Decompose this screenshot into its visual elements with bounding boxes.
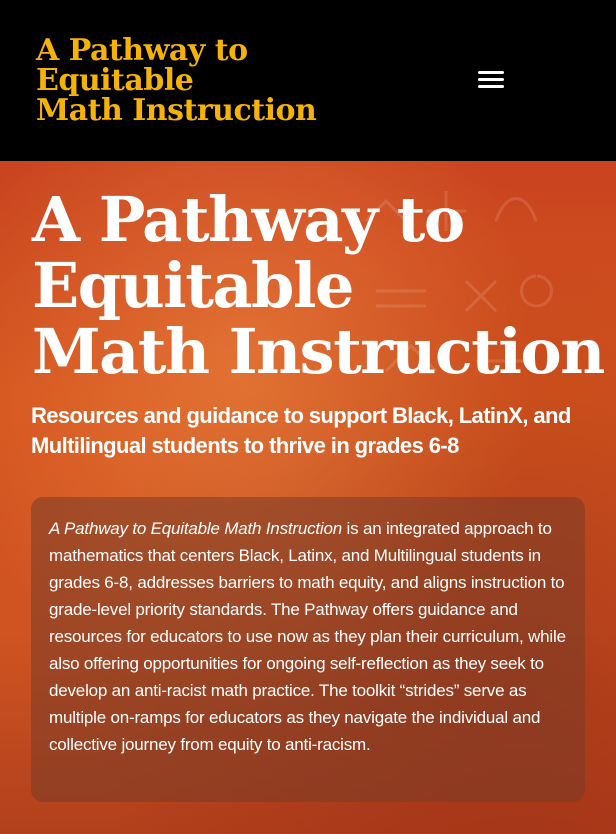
site-header [0, 0, 616, 161]
logo-line-2: Equitable [36, 63, 194, 98]
description-italic-title: A Pathway to Equitable Math Instruction [49, 519, 343, 538]
hero-section [0, 161, 616, 834]
description-paragraph [49, 515, 567, 758]
hero-title-line-1: A Pathway to [32, 183, 464, 256]
logo-line-1: A Pathway to [36, 33, 248, 68]
hero-title-line-2: Equitable [32, 249, 353, 322]
hamburger-menu-icon[interactable] [478, 71, 504, 91]
site-logo[interactable] [36, 33, 317, 128]
hero-title [32, 183, 604, 388]
menu-bar [478, 85, 504, 88]
description-card [31, 497, 585, 802]
hero-subtitle: Resources and guidance to support Black, LatinX, and Multilingual students to thrive in grades 6-8 [31, 403, 571, 458]
hero-title-line-3: Math Instruction [32, 315, 604, 388]
logo-line-3: Math Instruction [36, 93, 317, 128]
description-body: is an integrated approach to mathematics that centers Black, Latinx, and Multilingual students in grades 6-8, addresses barriers to math equity, and aligns instruction to grade-level priority standards. The Pathway offers guidance and resources for educators to use now as they plan their curriculum, while also offering opportunities for ongoing self-reflection as they seek to develop an anti-racist math practice. The toolkit “strides” serve as multiple on-ramps for educators as they navigate the individual and collective journey from equity to anti-racism. [49, 519, 566, 754]
menu-bar [478, 71, 504, 74]
menu-bar [478, 78, 504, 81]
